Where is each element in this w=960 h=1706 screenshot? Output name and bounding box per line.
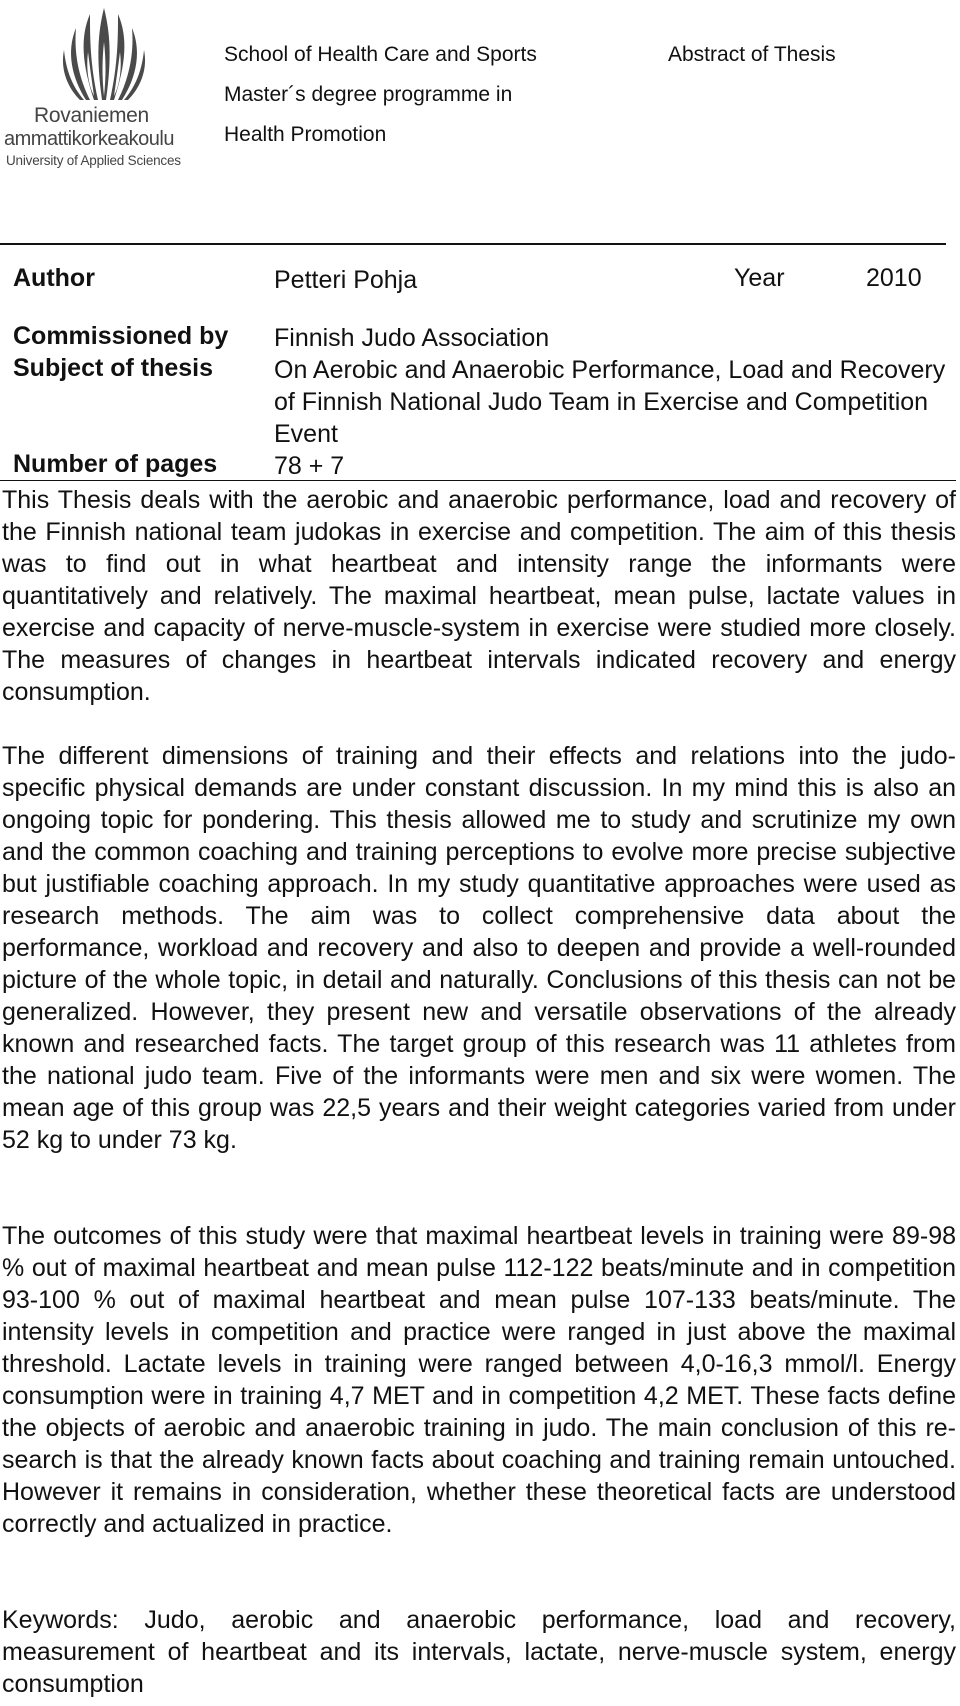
school-name: School of Health Care and Sports	[224, 43, 537, 66]
logo-text-line1: Rovaniemen	[34, 104, 149, 127]
commissioned-value: Finnish Judo Association	[274, 324, 550, 352]
subject-label: Subject of thesis	[13, 354, 214, 382]
commissioned-label: Commissioned by	[13, 322, 229, 350]
keywords: Keywords: Judo, aerobic and anaerobic performance, load and recovery, measurement of heartbeat and its intervals, lactate, nerve-muscle system, energy consumption	[2, 1606, 956, 1698]
author-value: Petteri Pohja	[274, 266, 418, 294]
subject-value: On Aerobic and Anaerobic Performance, Load and Recovery of Finnish National Judo Team in Exercise and Competition Event	[274, 356, 946, 448]
pages-value: 78 + 7	[274, 452, 345, 480]
abstract-paragraph-1: This Thesis deals with the aerobic and anaerobic performance, load and recovery of the Finnish national team judokas in exercise and competition. The aim of this thesis was to find out in what heartbeat and intensity range the informants were quantitatively and relatively. The maximal heartbeat, mean pulse, lactate values in exercise and capacity of nerve-muscle-system in exercise were studied more closely. The measures of changes in heartbeat intervals indicated recovery and energy consumption.	[2, 486, 956, 706]
pages-label: Number of pages	[13, 450, 218, 478]
abstract-paragraph-2: The different dimensions of training and their effects and relations into the judo-specific physical demands are under constant discussion. In my mind this is also an ongoing topic for pondering. This thesis allowed me to study and scrutinize my own and the common coaching and training perceptions to evolve more precise subjective but justifiable coaching approach. In my study quantitative approaches were used as research methods. The aim was to collect comprehensive data about the performance, workload and recovery and also to deepen and provide a well-rounded picture of the whole topic, in detail and naturally. Conclusions of this thesis can not be generalized. However, they present new and versatile observations of the already known and researched facts. The target group of this research was 11 athletes from the national judo team. Five of the informants were men and six were women. The mean age of this group was 22,5 years and their weight categories varied from under 52 kg to under 73 kg.	[2, 742, 956, 1154]
logo-text-line2: ammattikorkeakoulu	[4, 128, 174, 150]
university-logo	[4, 0, 204, 172]
document-type: Abstract of Thesis	[668, 43, 836, 66]
abstract-paragraph-3: The outcomes of this study were that maximal heartbeat levels in training were 89-98 % out of maximal heartbeat and mean pulse 112-122 beats/minute and in competition 93-100 % out of maximal heartbeat and mean pulse 107-133 beats/minute. The intensity levels in competition and practice were ranged in just above the maximal threshold. Lactate levels in training were ranged between 4,0-16,3 mmol/l. Energy consumption were in training 4,7 MET and in competition 4,2 MET. These facts define the objects of aerobic and anaerobic training in judo. The main conclusion of this research is that the already known facts about coaching and training remain untouched. However it remains in consideration, whether these theoretical facts are understood correctly and actualized in practice.	[2, 1222, 956, 1538]
year-value: 2010	[866, 264, 922, 292]
year-label: Year	[734, 264, 785, 292]
meta-divider	[0, 480, 956, 481]
programme-line2: Health Promotion	[224, 123, 387, 146]
programme-line1: Master´s degree programme in	[224, 83, 513, 106]
flame-emblem-icon	[56, 2, 152, 102]
logo-text-line3: University of Applied Sciences	[6, 153, 181, 168]
header-divider	[0, 243, 946, 245]
author-label: Author	[13, 264, 95, 292]
